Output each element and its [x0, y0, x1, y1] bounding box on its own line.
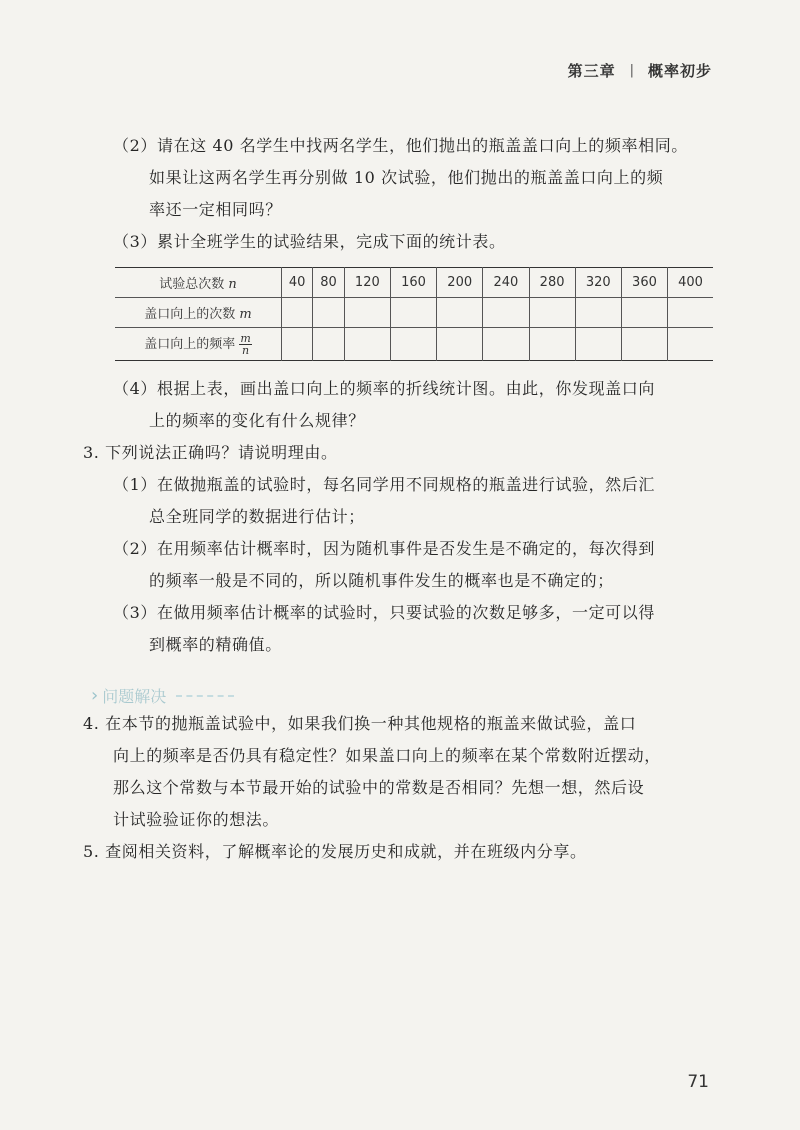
empty-cell — [483, 328, 529, 361]
empty-cell — [483, 298, 529, 328]
empty-cell — [390, 328, 436, 361]
question-3-item-1-line-2: 总全班同学的数据进行估计； — [149, 507, 365, 526]
trial-count-cell: 40 — [282, 268, 313, 298]
question-3-item-2-line-2: 的频率一般是不同的，所以随机事件发生的概率也是不确定的； — [149, 571, 614, 590]
page-number: 71 — [687, 1072, 709, 1092]
empty-cell — [529, 298, 575, 328]
row-header-trials: 试验总次数 n — [159, 277, 237, 292]
trial-count-cell: 400 — [668, 268, 713, 298]
trial-count-cell: 360 — [621, 268, 667, 298]
section-title: 问题解决 — [102, 687, 167, 706]
empty-cell — [529, 328, 575, 361]
row-header-frequency: 盖口向上的频率 $\frac{m}{n}$ — [115, 328, 282, 361]
part-4-line-2: 上的频率的变化有什么规律？ — [149, 411, 365, 430]
empty-cell — [668, 328, 713, 361]
section-divider — [176, 695, 234, 697]
trial-count-cell: 280 — [529, 268, 575, 298]
section-heading-problem-solving — [91, 684, 234, 707]
table-row — [115, 268, 713, 298]
part-4-line-1: （4）根据上表，画出盖口向上的频率的折线统计图。由此，你发现盖口向 — [113, 379, 655, 398]
part-2-line-3: 率还一定相同吗？ — [149, 200, 282, 219]
chapter-title: 概率初步 — [647, 62, 712, 80]
question-3-item-3-line-2: 到概率的精确值。 — [149, 635, 282, 654]
table-row — [115, 328, 713, 361]
question-4-line-4: 计试验验证你的想法。 — [113, 810, 280, 829]
empty-cell — [282, 328, 313, 361]
empty-cell — [344, 328, 390, 361]
question-3-item-1-line-1: （1）在做抛瓶盖的试验时，每名同学用不同规格的瓶盖进行试验，然后汇 — [113, 475, 655, 494]
fraction-m-over-n: $\frac{m}{n}$ — [240, 331, 251, 357]
empty-cell — [390, 298, 436, 328]
empty-cell — [282, 298, 313, 328]
empty-cell — [621, 298, 667, 328]
empty-cell — [437, 328, 483, 361]
empty-cell — [575, 328, 621, 361]
empty-cell — [344, 298, 390, 328]
trial-count-cell: 320 — [575, 268, 621, 298]
trial-count-cell: 200 — [437, 268, 483, 298]
statistics-table — [115, 267, 713, 361]
trial-count-cell: 120 — [344, 268, 390, 298]
empty-cell — [668, 298, 713, 328]
header-separator: | — [629, 63, 634, 78]
row-header-count: 盖口向上的次数 m — [115, 298, 282, 328]
empty-cell — [313, 328, 344, 361]
trial-count-cell: 160 — [390, 268, 436, 298]
empty-cell — [437, 298, 483, 328]
trial-count-cell: 240 — [483, 268, 529, 298]
part-2-line-2: 如果让这两名学生再分别做 10 次试验，他们抛出的瓶盖盖口向上的频 — [149, 168, 664, 187]
empty-cell — [313, 298, 344, 328]
part-3-line-1: （3）累计全班学生的试验结果，完成下面的统计表。 — [113, 232, 506, 251]
chevron-right-icon: › — [91, 685, 99, 706]
question-3-item-3-line-1: （3）在做用频率估计概率的试验时，只要试验的次数足够多，一定可以得 — [113, 603, 655, 622]
question-5: 5. 查阅相关资料，了解概率论的发展历史和成就，并在班级内分享。 — [83, 842, 587, 861]
part-2-line-1: （2）请在这 40 名学生中找两名学生，他们抛出的瓶盖盖口向上的频率相同。 — [113, 136, 688, 155]
chapter-label: 第三章 — [567, 62, 616, 80]
trial-count-cell: 80 — [313, 268, 344, 298]
question-4-line-3: 那么这个常数与本节最开始的试验中的常数是否相同？先想一想，然后设 — [113, 778, 645, 797]
empty-cell — [621, 328, 667, 361]
page-header — [568, 60, 712, 81]
question-3-item-2-line-1: （2）在用频率估计概率时，因为随机事件是否发生是不确定的，每次得到 — [113, 539, 655, 558]
empty-cell — [575, 298, 621, 328]
question-4-line-1: 4. 在本节的抛瓶盖试验中，如果我们换一种其他规格的瓶盖来做试验，盖口 — [83, 714, 637, 733]
table-row — [115, 298, 713, 328]
question-3: 3. 下列说法正确吗？请说明理由。 — [83, 443, 338, 462]
question-4-line-2: 向上的频率是否仍具有稳定性？如果盖口向上的频率在某个常数附近摆动， — [113, 746, 661, 765]
